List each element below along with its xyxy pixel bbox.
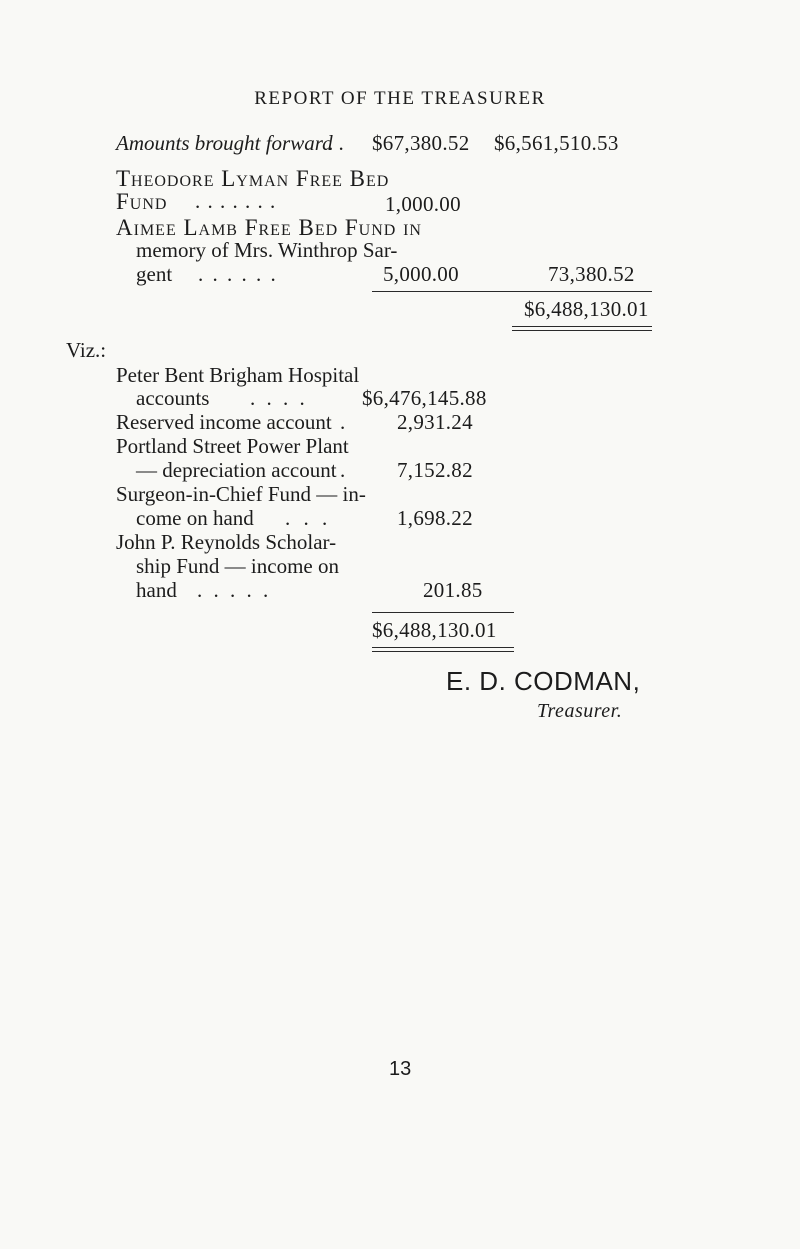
viz-item-1-dots: . . . . xyxy=(250,386,308,410)
aimee-line1: Aimee Lamb Free Bed Fund in xyxy=(116,215,422,240)
viz-item-3-dots: . xyxy=(340,458,346,482)
viz-item-2-line1: Reserved income account xyxy=(116,410,332,434)
viz-double-rule-top xyxy=(372,647,514,648)
viz-item-1-line2: accounts xyxy=(136,386,210,410)
theodore-amount: 1,000.00 xyxy=(385,192,461,216)
brought-forward-col1: $67,380.52 xyxy=(372,131,470,155)
viz-item-5-line1: John P. Reynolds Scholar- xyxy=(116,530,337,554)
brought-forward-col2: $6,561,510.53 xyxy=(494,131,619,155)
viz-item-2-amount: 2,931.24 xyxy=(397,410,473,434)
viz-total: $6,488,130.01 xyxy=(372,618,497,642)
page-header: REPORT OF THE TREASURER xyxy=(254,88,546,109)
aimee-dots: . . . . . . xyxy=(198,262,278,286)
aimee-line3: gent xyxy=(136,262,173,286)
viz-item-1-line1: Peter Bent Brigham Hospital xyxy=(116,363,360,387)
double-rule-bottom xyxy=(512,330,652,331)
theodore-line1: Theodore Lyman Free Bed xyxy=(116,166,390,191)
viz-item-3-amount: 7,152.82 xyxy=(397,458,473,482)
viz-item-3-line1: Portland Street Power Plant xyxy=(116,434,349,458)
viz-item-3-line2: — depreciation account xyxy=(136,458,337,482)
aimee-amount: 5,000.00 xyxy=(383,262,459,286)
aimee-subtotal: 73,380.52 xyxy=(548,262,635,286)
viz-item-4-line2: come on hand xyxy=(136,506,254,530)
viz-item-4-amount: 1,698.22 xyxy=(397,506,473,530)
viz-total-rule xyxy=(372,612,514,613)
viz-item-5-line3: hand xyxy=(136,578,177,602)
grand-total: $6,488,130.01 xyxy=(524,297,649,321)
double-rule-top xyxy=(512,326,652,327)
theodore-dots: . . . . . . . xyxy=(195,189,277,213)
viz-label: Viz.: xyxy=(66,338,107,362)
viz-item-4-line1: Surgeon-in-Chief Fund — in- xyxy=(116,482,366,506)
viz-item-2-dots: . xyxy=(340,410,346,434)
viz-item-5-amount: 201.85 xyxy=(423,578,483,602)
subtotal-rule xyxy=(372,291,652,292)
viz-item-4-dots: . . . xyxy=(285,506,332,530)
viz-item-1-amount: $6,476,145.88 xyxy=(362,386,487,410)
theodore-line2: Fund xyxy=(116,189,168,214)
page-number: 13 xyxy=(389,1058,412,1080)
aimee-line2: memory of Mrs. Winthrop Sar- xyxy=(136,238,398,262)
viz-item-5-dots: . . . . . xyxy=(197,578,272,602)
signature-title: Treasurer. xyxy=(537,700,623,722)
viz-double-rule-bottom xyxy=(372,651,514,652)
brought-forward-label: Amounts brought forward xyxy=(116,131,333,155)
brought-forward-dots: . . xyxy=(328,131,344,155)
signature-name: E. D. CODMAN, xyxy=(446,666,641,696)
viz-item-5-line2: ship Fund — income on xyxy=(136,554,339,578)
